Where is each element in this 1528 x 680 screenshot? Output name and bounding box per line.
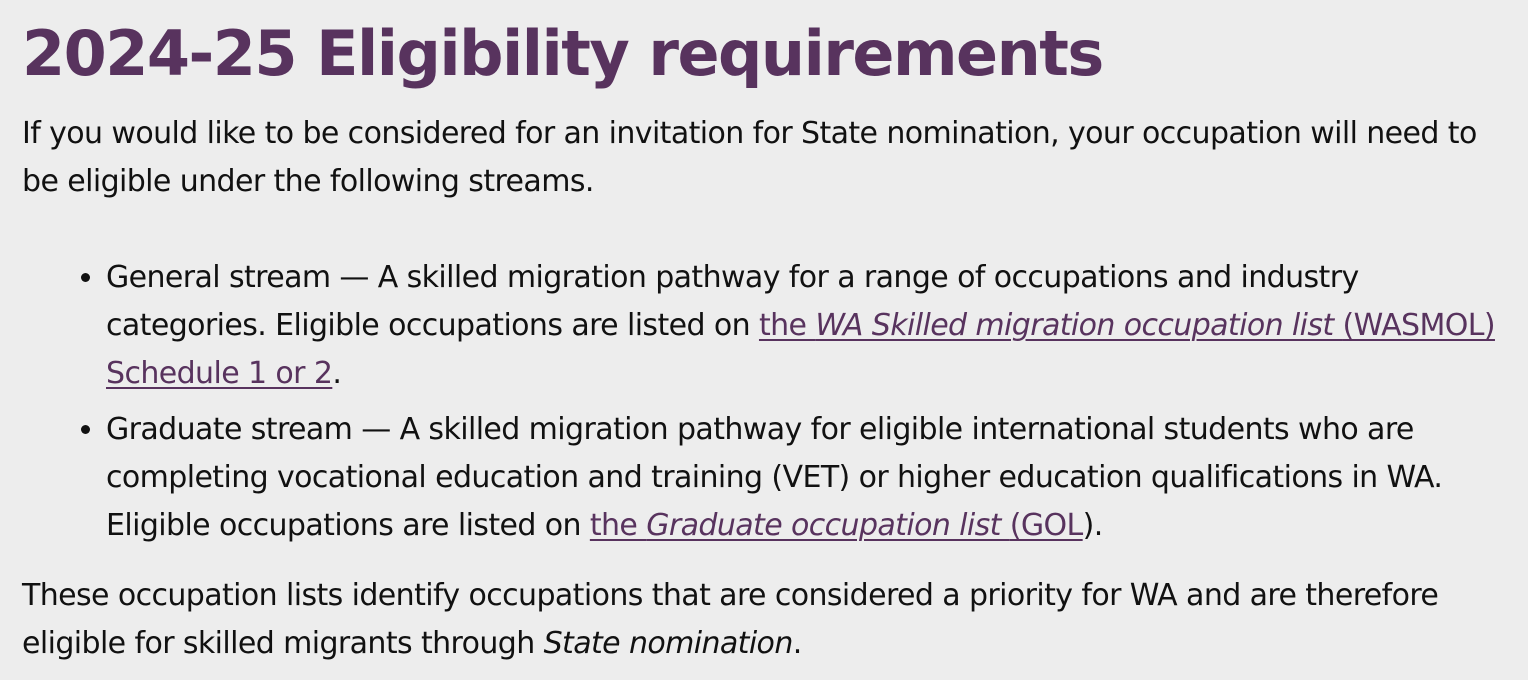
streams-list bbox=[22, 254, 1506, 550]
gol-link[interactable] bbox=[590, 508, 1083, 543]
link-text-rest: (GOL bbox=[1009, 508, 1083, 543]
stream-description: — A skilled migration pathway for a range of occupations and industry categories. Eligible occupations are listed on bbox=[106, 260, 1359, 343]
link-text-italic: Graduate occupation list bbox=[646, 508, 1010, 543]
link-text-the: the bbox=[589, 508, 647, 543]
link-text-the: the bbox=[758, 308, 816, 343]
stream-end: ). bbox=[1082, 508, 1103, 543]
stream-end: . bbox=[332, 356, 342, 391]
link-text-rest: (WASMOL) Schedule 1 or 2 bbox=[106, 308, 1495, 391]
list-item-general-stream bbox=[106, 254, 1506, 398]
outro-italic: State nomination bbox=[543, 626, 793, 661]
list-item-graduate-stream bbox=[106, 406, 1506, 550]
link-text-italic: WA Skilled migration occupation list bbox=[815, 308, 1343, 343]
stream-name: General stream bbox=[106, 260, 331, 295]
intro-paragraph: If you would like to be considered for an invitation for State nomination, your occupation will need to be eligible under the following streams. bbox=[22, 116, 1477, 199]
outro-text: These occupation lists identify occupations that are considered a priority for WA and are therefore eligible for skilled migrants through bbox=[22, 578, 1439, 661]
stream-description: — A skilled migration pathway for eligible international students who are completing vocational education and training (VET) or higher education qualifications in WA. Eligible occupations are listed on bbox=[106, 412, 1443, 543]
page-title: 2024-25 Eligibility requirements bbox=[22, 17, 1103, 90]
outro-end: . bbox=[792, 626, 802, 661]
stream-name: Graduate stream bbox=[106, 412, 353, 447]
outro-paragraph bbox=[22, 572, 1506, 668]
